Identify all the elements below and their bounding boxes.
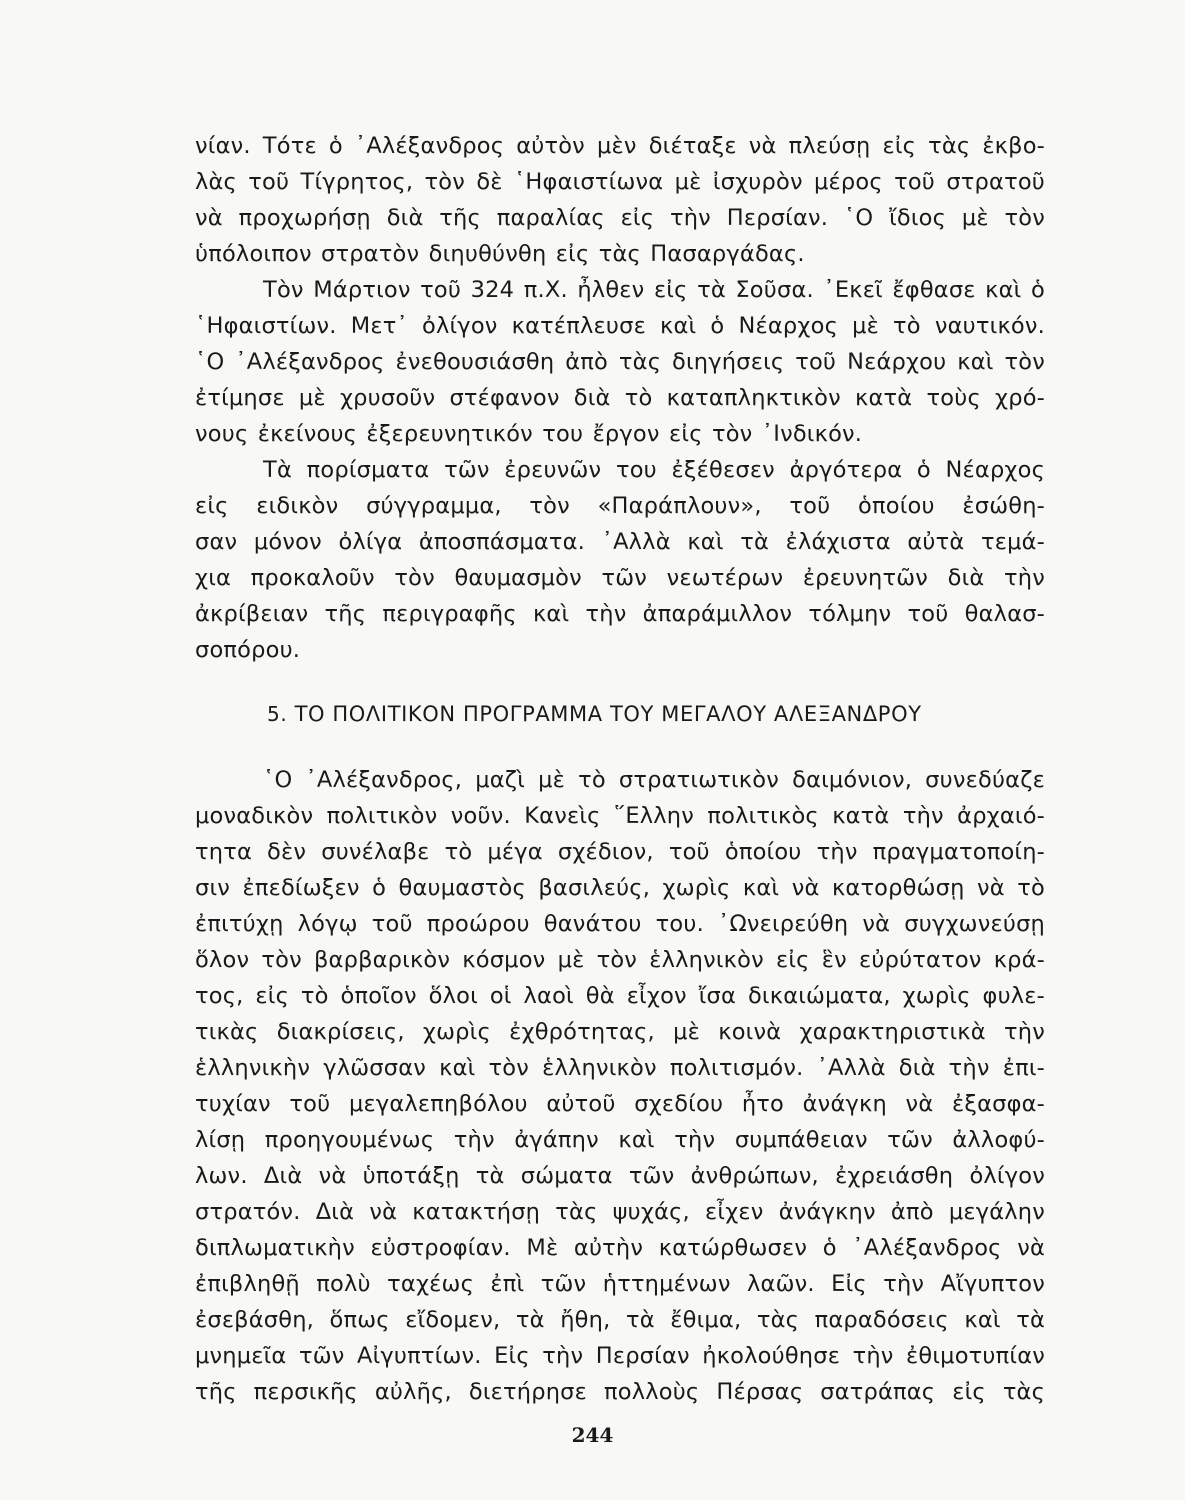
text-line: ὑπόλοιπον στρατὸν διηυθύνθη εἰς τὰς Πασαργάδας. [195,241,805,267]
text-line: ἐσεβάσθη, ὅπως εἴδομεν, τὰ ἤθη, τὰ ἔθιμα, τὰς παραδόσεις καὶ τὰ [195,1307,1045,1333]
page-number: 244 [571,1423,614,1447]
text-line: λὰς τοῦ Τίγρητος, τὸν δὲ ῾Ηφαιστίωνα μὲ ἰσχυρὸν μέρος τοῦ στρατοῦ [195,169,1045,195]
text-line: τικὰς διακρίσεις, χωρὶς ἐχθρότητας, μὲ κοινὰ χαρακτηριστικὰ τὴν [195,1019,1045,1045]
text-line: Τὸν Μάρτιον τοῦ 324 π.Χ. ἦλθεν εἰς τὰ Σοῦσα. ᾿Εκεῖ ἔφθασε καὶ ὁ [263,277,1045,303]
text-line: νους ἐκείνους ἐξερευνητικόν του ἔργον εἰς τὸν ᾿Ινδικόν. [195,421,863,447]
text-line: μνημεῖα τῶν Αἰγυπτίων. Εἰς τὴν Περσίαν ἠκολούθησε τὴν ἐθιμοτυπίαν [195,1343,1045,1369]
text-line: σοπόρου. [195,637,301,663]
text-line: ἐπιβληθῇ πολὺ ταχέως ἐπὶ τῶν ἡττημένων λαῶν. Εἰς τὴν Αἴγυπτον [195,1271,1045,1297]
section-title: ΤΟ ΠΟΛΙΤΙΚΟΝ ΠΡΟΓΡΑΜΜΑ ΤΟΥ ΜΕΓΑΛΟΥ ΑΛΕΞΑΝΔΡΟΥ [294,702,922,726]
text-line: λων. Διὰ νὰ ὑποτάξῃ τὰ σώματα τῶν ἀνθρώπων, ἐχρειάσθη ὀλίγον [195,1163,1045,1189]
text-line: μοναδικὸν πολιτικὸν νοῦν. Κανεὶς ῞Ελλην πολιτικὸς κατὰ τὴν ἀρχαιό- [195,803,1045,829]
text-line: λίσῃ προηγουμένως τὴν ἀγάπην καὶ τὴν συμπάθειαν τῶν ἀλλοφύ- [195,1127,1045,1153]
text-line: σαν μόνον ὀλίγα ἀποσπάσματα. ᾿Αλλὰ καὶ τὰ ἐλάχιστα αὐτὰ τεμά- [195,529,1045,555]
section-heading [267,696,922,732]
text-line: νὰ προχωρήσῃ διὰ τῆς παραλίας εἰς τὴν Περσίαν. ῾Ο ἴδιος μὲ τὸν [195,205,1045,231]
text-line: τος, εἰς τὸ ὁποῖον ὅλοι οἱ λαοὶ θὰ εἶχον ἴσα δικαιώματα, χωρὶς φυλε- [195,983,1045,1009]
section-number: 5. [267,702,288,726]
text-line: ῾Ο ᾿Αλέξανδρος ἐνεθουσιάσθη ἀπὸ τὰς διηγήσεις τοῦ Νεάρχου καὶ τὸν [195,349,1045,375]
text-line: τυχίαν τοῦ μεγαλεπηβόλου αὐτοῦ σχεδίου ἦτο ἀνάγκη νὰ ἐξασφα- [195,1091,1045,1117]
text-line: εἰς ειδικὸν σύγγραμμα, τὸν «Παράπλουν», τοῦ ὁποίου ἐσώθη- [195,493,1045,519]
text-line: νίαν. Τότε ὁ ᾿Αλέξανδρος αὐτὸν μὲν διέταξε νὰ πλεύσῃ εἰς τὰς ἐκβο- [195,133,1045,159]
text-line: σιν ἐπεδίωξεν ὁ θαυμαστὸς βασιλεύς, χωρὶς καὶ νὰ κατορθώσῃ νὰ τὸ [195,875,1045,901]
text-line: ἀκρίβειαν τῆς περιγραφῆς καὶ τὴν ἀπαράμιλλον τόλμην τοῦ θαλασ- [195,601,1045,627]
text-line: Τὰ πορίσματα τῶν ἐρευνῶν του ἐξέθεσεν ἀργότερα ὁ Νέαρχος [263,457,1045,483]
text-line: ἑλληνικὴν γλῶσσαν καὶ τὸν ἑλληνικὸν πολιτισμόν. ᾿Αλλὰ διὰ τὴν ἐπι- [195,1055,1045,1081]
text-line: ῾Ηφαιστίων. Μετ᾿ ὀλίγον κατέπλευσε καὶ ὁ Νέαρχος μὲ τὸ ναυτικόν. [195,313,1045,339]
text-line: στρατόν. Διὰ νὰ κατακτήσῃ τὰς ψυχάς, εἶχεν ἀνάγκην ἀπὸ μεγάλην [195,1199,1045,1225]
text-line: τητα δὲν συνέλαβε τὸ μέγα σχέδιον, τοῦ ὁποίου τὴν πραγματοποίη- [195,839,1045,865]
text-line: ὅλον τὸν βαρβαρικὸν κόσμον μὲ τὸν ἑλληνικὸν εἰς ἓν εὐρύτατον κρά- [195,947,1045,973]
text-line: ἐτίμησε μὲ χρυσοῦν στέφανον διὰ τὸ καταπληκτικὸν κατὰ τοὺς χρό- [195,385,1045,411]
text-line: τῆς περσικῆς αὐλῆς, διετήρησε πολλοὺς Πέρσας σατράπας εἰς τὰς [195,1379,1045,1405]
text-line: ῾Ο ᾿Αλέξανδρος, μαζὶ μὲ τὸ στρατιωτικὸν δαιμόνιον, συνεδύαζε [263,767,1045,793]
text-line: χια προκαλοῦν τὸν θαυμασμὸν τῶν νεωτέρων ἐρευνητῶν διὰ τὴν [195,565,1045,591]
text-line: διπλωματικὴν εὐστροφίαν. Μὲ αὐτὴν κατώρθωσεν ὁ ᾿Αλέξανδρος νὰ [195,1235,1045,1261]
text-line: ἐπιτύχῃ λόγῳ τοῦ προώρου θανάτου του. ᾿Ωνειρεύθη νὰ συγχωνεύσῃ [195,911,1045,937]
